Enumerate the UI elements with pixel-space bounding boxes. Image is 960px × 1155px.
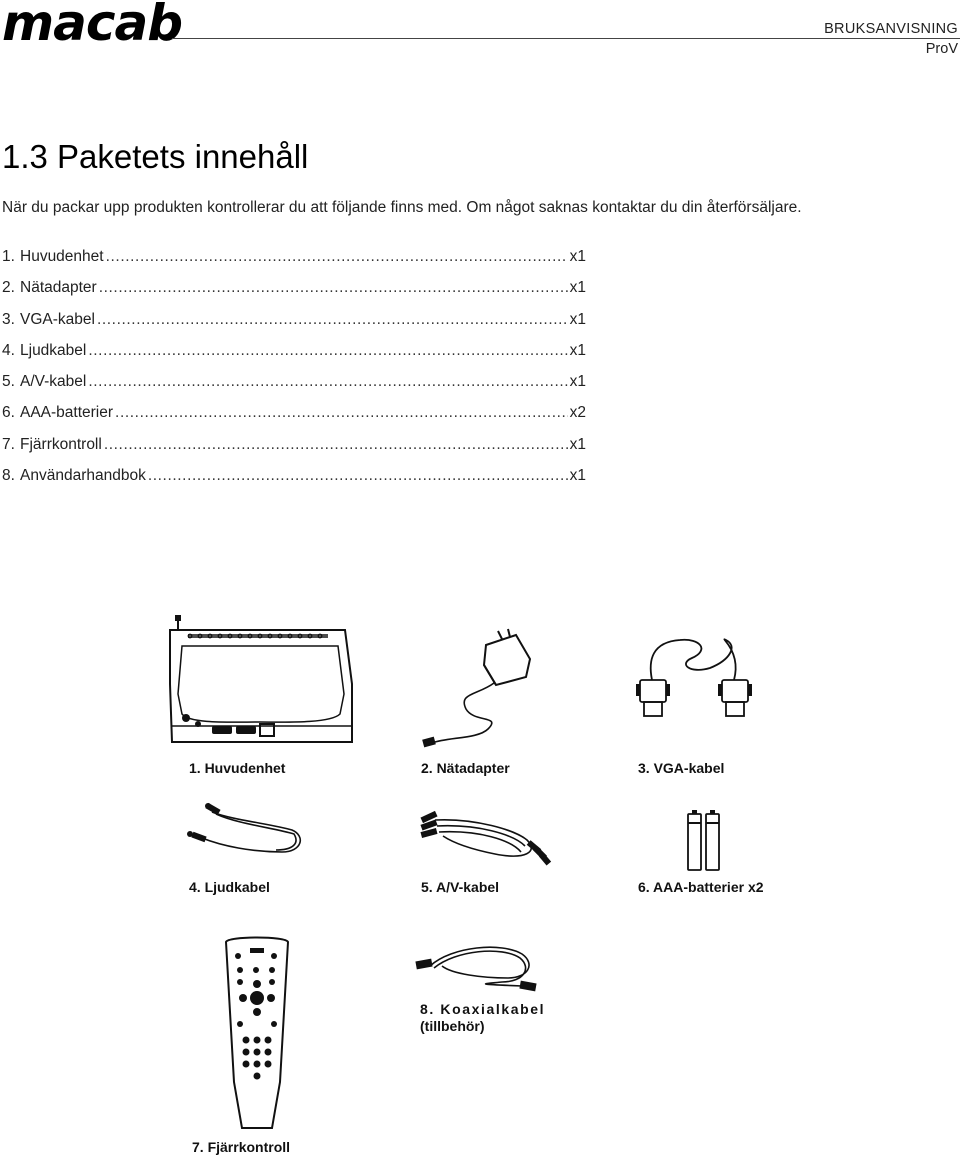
list-item (2, 342, 586, 373)
list-item (2, 467, 586, 498)
remote-control-illustration (218, 932, 296, 1132)
item-name: Användarhandbok (20, 467, 146, 485)
leader-dots (148, 467, 568, 485)
item-quantity: x1 (569, 435, 586, 453)
list-item (2, 279, 586, 310)
leader-dots (88, 373, 567, 391)
main-unit-illustration (160, 614, 360, 754)
item-number: 3. (2, 310, 15, 328)
list-item (2, 404, 586, 435)
product-model: ProV (925, 41, 958, 57)
leader-dots (97, 311, 568, 329)
item-name: Ljudkabel (20, 341, 87, 359)
power-adapter-illustration (418, 625, 538, 755)
caption-aaa-batteries: 6. AAA-batterier x2 (638, 879, 764, 895)
caption-power-adapter: 2. Nätadapter (421, 760, 510, 776)
leader-dots (104, 436, 568, 454)
item-number: 7. (2, 435, 15, 453)
aaa-batteries-illustration (684, 808, 724, 872)
vga-cable-illustration (630, 630, 760, 725)
item-name: Huvudenhet (20, 248, 104, 265)
item-number: 5. (2, 373, 15, 391)
item-number: 1. (2, 248, 15, 265)
header-rule (172, 38, 960, 39)
list-item (2, 311, 586, 342)
leader-dots (88, 342, 567, 360)
item-quantity: x1 (569, 467, 586, 485)
caption-coaxial-cable: 8. Koaxialkabel (420, 1001, 546, 1017)
caption-main-unit: 1. Huvudenhet (189, 760, 286, 776)
item-number: 2. (2, 279, 15, 297)
coaxial-cable-illustration (412, 938, 542, 998)
item-number: 4. (2, 341, 15, 359)
item-number: 8. (2, 467, 15, 485)
item-name: VGA-kabel (20, 310, 95, 328)
item-quantity: x1 (569, 341, 586, 359)
av-cable-illustration (415, 800, 555, 870)
item-quantity: x1 (569, 279, 586, 297)
leader-dots (115, 404, 568, 422)
list-item (2, 248, 586, 279)
document-type: BRUKSANVISNING (824, 21, 958, 37)
caption-av-cable: 5. A/V-kabel (421, 879, 500, 895)
audio-cable-illustration (182, 800, 312, 865)
list-item (2, 436, 586, 467)
item-quantity: x1 (569, 373, 586, 391)
item-name: A/V-kabel (20, 373, 87, 391)
section-title: 1.3 Paketets innehåll (2, 138, 309, 175)
item-name: Nätadapter (20, 279, 97, 297)
caption-remote-control: 7. Fjärrkontroll (192, 1139, 291, 1155)
package-contents-list (2, 248, 586, 498)
macab-logo: macab (2, 0, 183, 52)
caption-vga-cable: 3. VGA-kabel (638, 760, 725, 776)
item-quantity: x1 (569, 310, 586, 328)
item-name: AAA-batterier (20, 404, 114, 422)
caption-audio-cable: 4. Ljudkabel (189, 879, 270, 895)
leader-dots (99, 279, 568, 297)
item-quantity: x1 (569, 248, 586, 265)
intro-paragraph: När du packar upp produkten kontrollerar du att följande finns med. Om något saknas kontaktar du din återförsäljare. (2, 199, 802, 216)
item-number: 6. (2, 404, 15, 422)
item-quantity: x2 (569, 404, 586, 422)
list-item (2, 373, 586, 404)
item-name: Fjärrkontroll (20, 435, 102, 453)
caption-coaxial-accessory-note: (tillbehör) (420, 1018, 485, 1034)
leader-dots (106, 248, 568, 266)
